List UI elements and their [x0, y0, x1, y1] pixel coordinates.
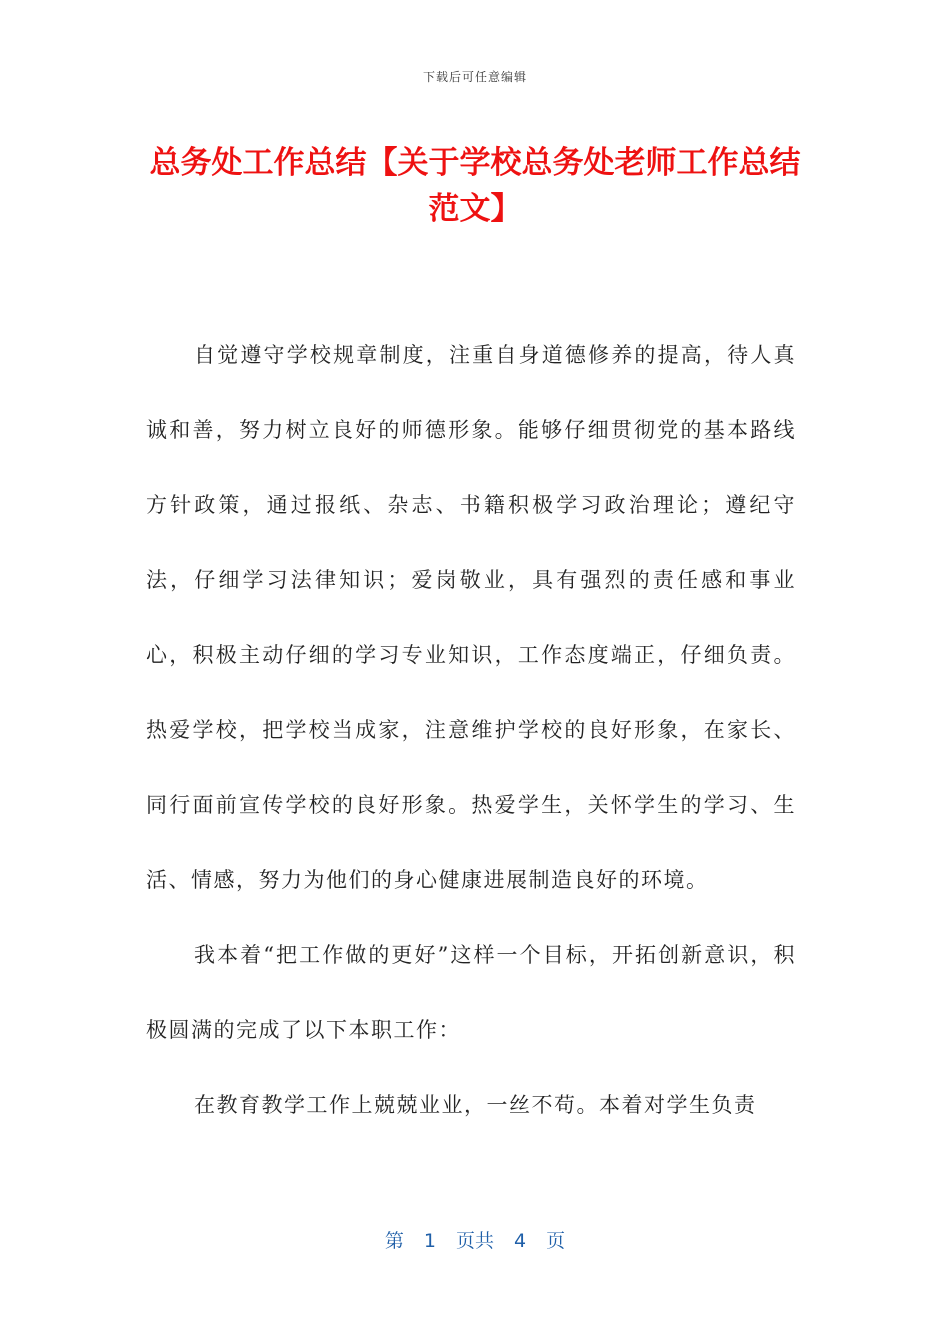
footer-middle: 页共 [455, 1230, 494, 1252]
paragraph-3: 在教育教学工作上兢兢业业，一丝不苟。本着对学生负责 [194, 1093, 757, 1117]
paragraph-2: 我本着“把工作做的更好”这样一个目标，开拓创新意识，积极圆满的完成了以下本职工作： [146, 943, 796, 1042]
paragraph-1: 自觉遵守学校规章制度，注重自身道德修养的提高，待人真诚和善，努力树立良好的师德形象。能够仔细贯彻党的基本路线方针政策，通过报纸、杂志、书籍积极学习政治理论；遵纪守法，仔细学习法律知识；爱岗敬业，具有强烈的责任感和事业心，积极主动仔细的学习专业知识，工作态度端正，仔细负责。热爱学校，把学校当成家，注意维护学校的良好形象，在家长、同行面前宣传学校的良好形象。热爱学生，关怀学生的学习、生活、情感，努力为他们的身心健康进展制造良好的环境。 [146, 343, 796, 892]
footer-prefix: 第 [384, 1230, 404, 1252]
document-body [146, 318, 796, 1143]
footer-total-pages: 4 [514, 1230, 527, 1252]
document-title: 总务处工作总结【关于学校总务处老师工作总结范文】 [149, 145, 801, 227]
page-footer [0, 1226, 950, 1253]
header-note: 下载后可任意编辑 [422, 70, 527, 84]
footer-current-page: 1 [423, 1230, 436, 1252]
footer-suffix: 页 [546, 1230, 566, 1252]
